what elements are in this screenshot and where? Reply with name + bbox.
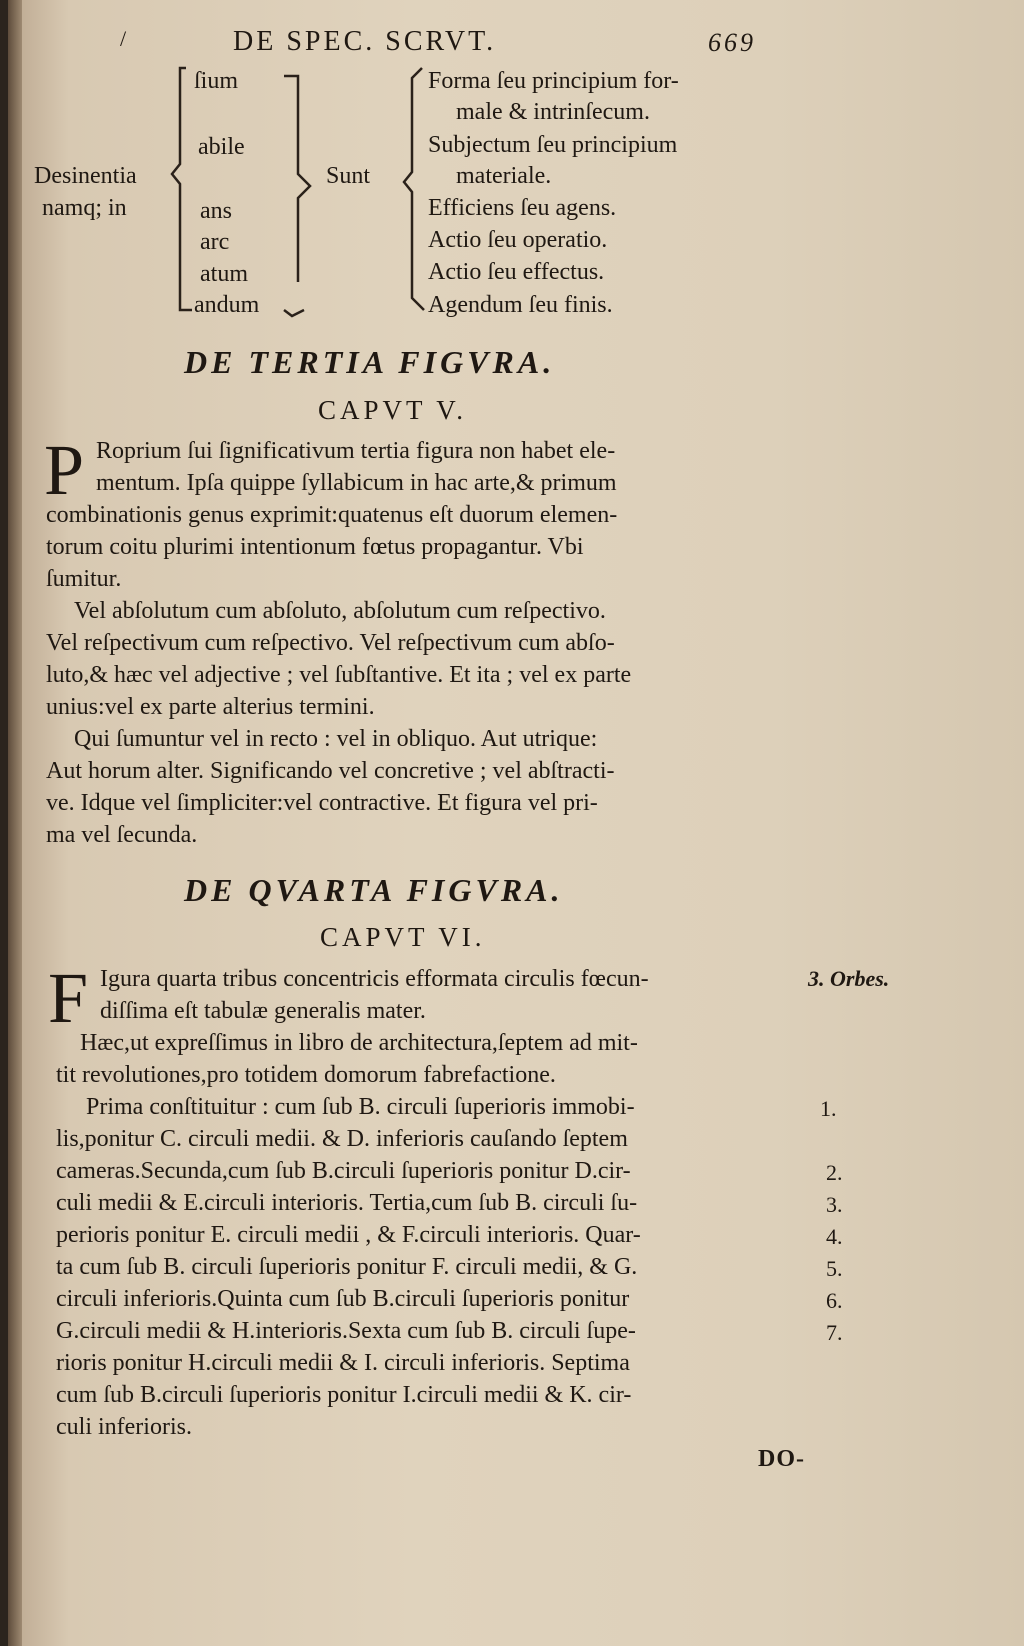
section-heading: DE TERTIA FIGVRA. — [184, 344, 556, 380]
body-line: tit revolutiones,pro totidem domorum fabrefactione. — [56, 1062, 556, 1088]
body-line: cum ſub B.circuli ſuperioris ponitur I.circuli medii & K. cir- — [56, 1382, 632, 1408]
body-line: cameras.Secunda,cum ſub B.circuli ſuperioris ponitur D.cir- — [56, 1158, 631, 1184]
margin-number: 5. — [826, 1256, 843, 1281]
margin-number: 1. — [820, 1096, 837, 1121]
body-line: culi medii & E.circuli interioris. Tertia,cum ſub B. circuli ſu- — [56, 1190, 638, 1216]
running-head: DE SPEC. SCRVT. — [233, 26, 497, 57]
sunt-label: Sunt — [326, 163, 371, 189]
ending: ſium — [194, 68, 239, 94]
body-line: Vel abſolutum cum abſoluto, abſolutum cum reſpectivo. — [74, 598, 606, 624]
drop-cap: F — [48, 958, 89, 1038]
body-line: Hæc,ut expreſſimus in libro de architectura,ſeptem ad mit- — [80, 1030, 638, 1056]
body-line: perioris ponitur E. circuli medii , & F.circuli interioris. Quar- — [56, 1222, 641, 1248]
principle-line: Efficiens ſeu agens. — [428, 195, 617, 221]
principle-line: Agendum ſeu finis. — [428, 292, 613, 318]
body-line: ta cum ſub B. circuli ſuperioris ponitur F. circuli medii, & G. — [56, 1254, 638, 1280]
body-line: ve. Idque vel ſimpliciter:vel contractive. Et figura vel pri- — [46, 790, 598, 816]
body-line: rioris ponitur H.circuli medii & I. circuli inferioris. Septima — [56, 1350, 630, 1376]
body-line: ma vel ſecunda. — [46, 822, 198, 848]
body-line: Igura quarta tribus concentricis efformata circulis fœcun- — [100, 966, 649, 992]
body-line: diſſima eſt tabulæ generalis mater. — [100, 998, 426, 1024]
section-heading: DE QVARTA FIGVRA. — [184, 872, 564, 908]
ending: ans — [200, 198, 232, 224]
ending: abile — [198, 134, 245, 160]
body-line: culi inferioris. — [56, 1414, 192, 1440]
page-gutter — [8, 0, 22, 1646]
body-line: Aut horum alter. Significando vel concretive ; vel abſtracti- — [46, 758, 615, 784]
principle-line: Subjectum ſeu principium — [428, 132, 678, 158]
body-line: luto,& hæc vel adjective ; vel ſubſtantive. Et ita ; vel ex parte — [46, 662, 632, 688]
body-line: Vel reſpectivum cum reſpectivo. Vel reſpectivum cum abſo- — [46, 630, 615, 656]
middle-brace-icon — [278, 62, 328, 322]
book-page — [8, 0, 1024, 1646]
table-left-label: namq; in — [42, 195, 127, 221]
ending: andum — [194, 292, 260, 318]
body-line: circuli inferioris.Quinta cum ſub B.circuli ſuperioris ponitur — [56, 1286, 630, 1312]
ending: atum — [200, 261, 248, 287]
margin-number: 7. — [826, 1320, 843, 1345]
margin-number: 6. — [826, 1288, 843, 1313]
body-line: mentum. Ipſa quippe ſyllabicum in hac arte,& primum — [96, 470, 617, 496]
chapter-title: CAPVT VI. — [320, 922, 486, 952]
principle-line: Actio ſeu effectus. — [428, 259, 605, 285]
body-line: torum coitu plurimi intentionum fœtus propagantur. Vbi — [46, 534, 584, 560]
margin-note: 3. Orbes. — [808, 966, 890, 991]
body-line: ſumitur. — [46, 566, 122, 592]
body-line: G.circuli medii & H.interioris.Sexta cum ſub B. circuli ſupe- — [56, 1318, 636, 1344]
margin-number: 4. — [826, 1224, 843, 1249]
table-left-label: Desinentia — [34, 163, 137, 189]
principle-line: Actio ſeu operatio. — [428, 227, 608, 253]
margin-number: 3. — [826, 1192, 843, 1217]
principle-line: Forma ſeu principium for- — [428, 68, 679, 94]
principle-line: male & intrinſecum. — [456, 99, 650, 125]
body-line: Qui ſumuntur vel in recto : vel in obliquo. Aut utrique: — [74, 726, 598, 752]
ending: arc — [200, 229, 230, 255]
body-line: Roprium ſui ſignificativum tertia figura non habet ele- — [96, 438, 616, 464]
body-line: unius:vel ex parte alterius termini. — [46, 694, 375, 720]
header-mark: / — [120, 26, 130, 51]
page-number: 669 — [708, 28, 756, 57]
drop-cap: P — [44, 430, 85, 510]
body-line: lis,ponitur C. circuli medii. & D. inferioris cauſando ſeptem — [56, 1126, 628, 1152]
body-line: Prima conſtituitur : cum ſub B. circuli ſuperioris immobi- — [86, 1094, 635, 1120]
principle-line: materiale. — [456, 163, 552, 189]
margin-number: 2. — [826, 1160, 843, 1185]
chapter-title: CAPVT V. — [318, 395, 468, 425]
body-line: combinationis genus exprimit:quatenus eſt duorum elemen- — [46, 502, 618, 528]
catchword: DO- — [758, 1446, 805, 1472]
